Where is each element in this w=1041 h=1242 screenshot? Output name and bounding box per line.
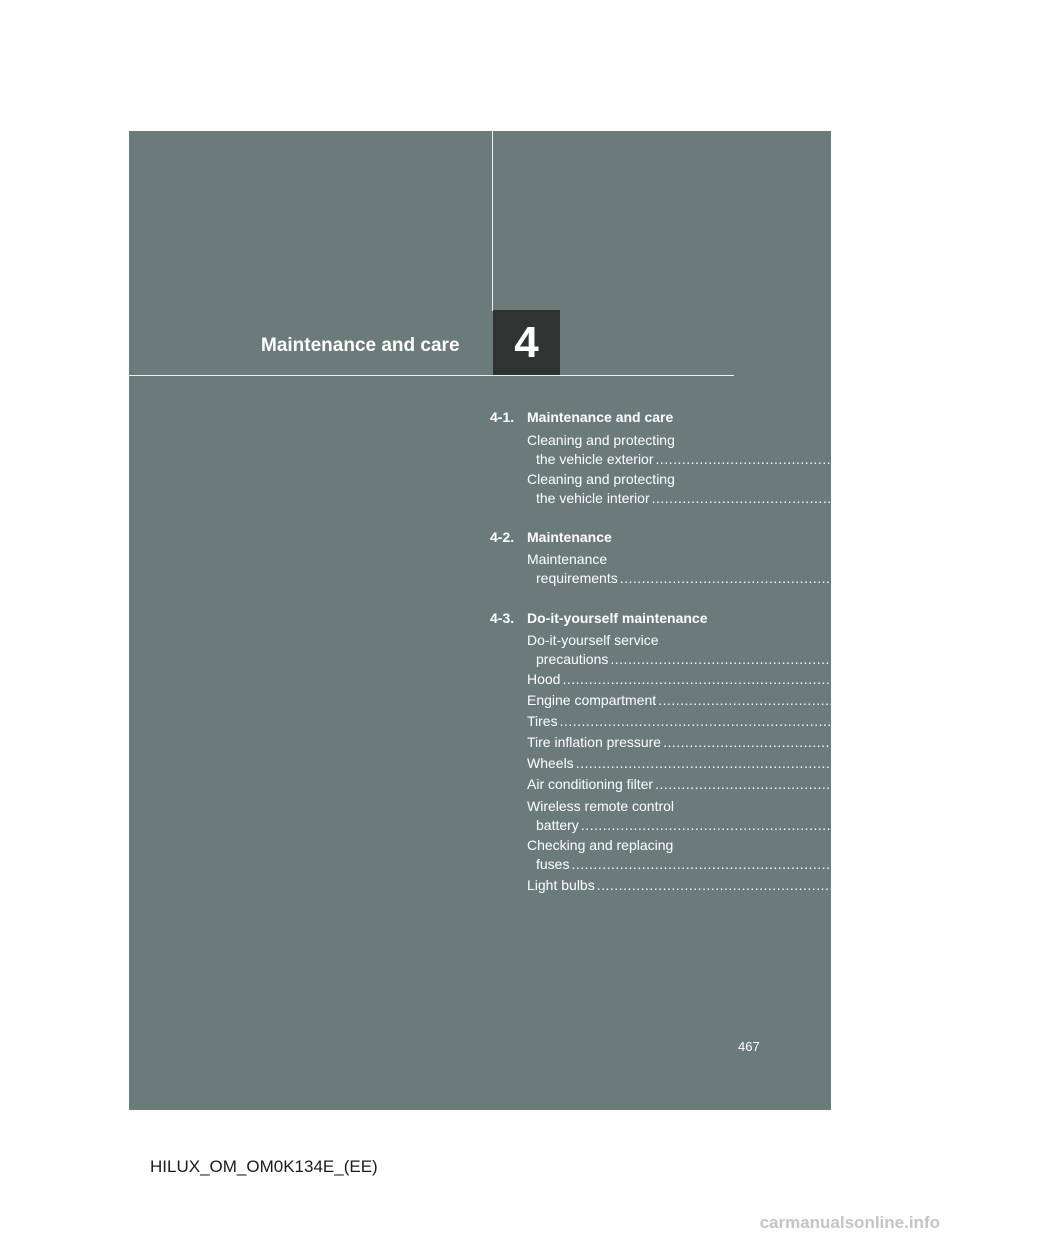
toc-entry-label: Cleaning and protecting bbox=[527, 471, 675, 487]
dot-leader: ................................................................................ bbox=[580, 816, 932, 833]
toc-entry[interactable] bbox=[527, 754, 954, 773]
toc-entry-row bbox=[527, 489, 1030, 508]
toc-entry-page: 501 bbox=[913, 713, 938, 729]
toc-entry[interactable] bbox=[527, 631, 988, 668]
toc-entry[interactable] bbox=[527, 836, 949, 873]
dot-leader: ................................................................................ bbox=[663, 734, 1015, 750]
toc-section-heading[interactable] bbox=[490, 527, 612, 547]
toc-entry-page: 530 bbox=[950, 877, 975, 893]
toc-entry-row bbox=[527, 775, 1033, 794]
dot-leader: ................................................................................ bbox=[562, 671, 914, 687]
toc-section-number: 4-1. bbox=[490, 409, 515, 425]
toc-entry[interactable] bbox=[527, 876, 975, 895]
toc-entry-page: 509 bbox=[1009, 776, 1033, 792]
toc-entry-page: 511 bbox=[934, 816, 958, 833]
chapter-title: Maintenance and care bbox=[261, 335, 460, 356]
page-number: 467 bbox=[738, 1039, 760, 1054]
dot-leader: ................................................................................ bbox=[571, 855, 923, 872]
toc-entry[interactable] bbox=[527, 775, 1033, 794]
toc-entry-row bbox=[527, 754, 954, 773]
toc-entry-label: the vehicle interior bbox=[536, 489, 650, 506]
toc-entry[interactable] bbox=[527, 691, 1036, 710]
toc-entry-page: 514 bbox=[925, 855, 949, 872]
toc-entry-label: Tire inflation pressure bbox=[527, 734, 662, 750]
toc-entry-row bbox=[527, 876, 975, 895]
chapter-number-badge: 4 bbox=[493, 310, 560, 375]
toc-entry-label: requirements bbox=[536, 569, 618, 586]
toc-entry-row bbox=[527, 569, 998, 588]
toc-entry[interactable] bbox=[527, 797, 958, 834]
toc-entry-page: 507 bbox=[929, 755, 954, 771]
toc-entry-label: Air conditioning filter bbox=[527, 776, 654, 792]
toc-entry-label: Light bulbs bbox=[527, 877, 595, 893]
dot-leader: ................................................................................ bbox=[559, 713, 911, 729]
chapter-panel bbox=[129, 131, 831, 1110]
toc-entry-page: 484 bbox=[1012, 692, 1036, 708]
toc-entry-row bbox=[527, 733, 1041, 752]
toc-entry-row bbox=[527, 712, 938, 731]
toc-entry-label: precautions bbox=[536, 650, 609, 667]
toc-section-number: 4-2. bbox=[490, 529, 515, 545]
toc-entry-label: Wireless remote control bbox=[527, 798, 675, 814]
toc-entry-label: Wheels bbox=[527, 755, 574, 771]
dot-leader: ................................................................................ bbox=[655, 450, 1007, 467]
toc-entry-label: the vehicle exterior bbox=[536, 450, 654, 467]
toc-entry-page: 478 bbox=[964, 650, 988, 667]
toc-entry-row bbox=[527, 816, 958, 835]
toc-entry-row bbox=[527, 650, 988, 669]
toc-entry-page: 482 bbox=[916, 671, 940, 687]
dot-leader: ................................................................................ bbox=[655, 776, 1007, 792]
toc-entry-label: Do-it-yourself service bbox=[527, 632, 659, 648]
watermark: carmanualsonline.info bbox=[759, 1213, 940, 1232]
toc-entry-row bbox=[527, 670, 940, 689]
toc-entry-label: Engine compartment bbox=[527, 692, 657, 708]
toc-entry-label: Cleaning and protecting bbox=[527, 432, 675, 448]
toc-entry[interactable] bbox=[527, 470, 1030, 507]
toc-section-title: Maintenance and care bbox=[527, 409, 674, 425]
dot-leader: ................................................................................ bbox=[575, 755, 927, 771]
toc-entry-label: fuses bbox=[536, 855, 570, 872]
toc-entry-row bbox=[527, 691, 1036, 710]
toc-section-title: Maintenance bbox=[527, 529, 612, 545]
horizontal-divider bbox=[129, 375, 734, 376]
vertical-divider bbox=[492, 131, 493, 311]
toc-entry[interactable] bbox=[527, 670, 940, 689]
toc-entry-label: Checking and replacing bbox=[527, 837, 674, 853]
toc-entry-label: Hood bbox=[527, 671, 561, 687]
toc-entry-row bbox=[527, 450, 1034, 469]
toc-entry-row bbox=[527, 855, 949, 874]
toc-entry-label: Tires bbox=[527, 713, 558, 729]
dot-leader: ................................................................................ bbox=[651, 489, 1003, 506]
toc-section-number: 4-3. bbox=[490, 610, 515, 626]
toc-entry-label: Maintenance bbox=[527, 551, 608, 567]
toc-entry-page: 470 bbox=[1005, 489, 1030, 506]
dot-leader: ................................................................................ bbox=[610, 650, 962, 667]
toc-entry[interactable] bbox=[527, 733, 1041, 752]
document-code: HILUX_OM_OM0K134E_(EE) bbox=[150, 1157, 378, 1176]
dot-leader: ................................................................................ bbox=[619, 569, 971, 586]
toc-section-heading[interactable] bbox=[490, 407, 673, 427]
toc-section-heading[interactable] bbox=[490, 608, 707, 628]
toc-entry[interactable] bbox=[527, 712, 938, 731]
dot-leader: ................................................................................ bbox=[596, 877, 948, 893]
toc-entry-page: 466 bbox=[1009, 450, 1034, 467]
toc-entry[interactable] bbox=[527, 431, 1034, 468]
toc-entry-page: 474 bbox=[973, 569, 998, 586]
toc-entry[interactable] bbox=[527, 550, 998, 587]
toc-entry-page: 505 bbox=[1017, 734, 1041, 750]
dot-leader: ................................................................................ bbox=[658, 692, 1010, 708]
toc-entry-label: battery bbox=[536, 816, 579, 833]
toc-section-title: Do-it-yourself maintenance bbox=[527, 610, 708, 626]
